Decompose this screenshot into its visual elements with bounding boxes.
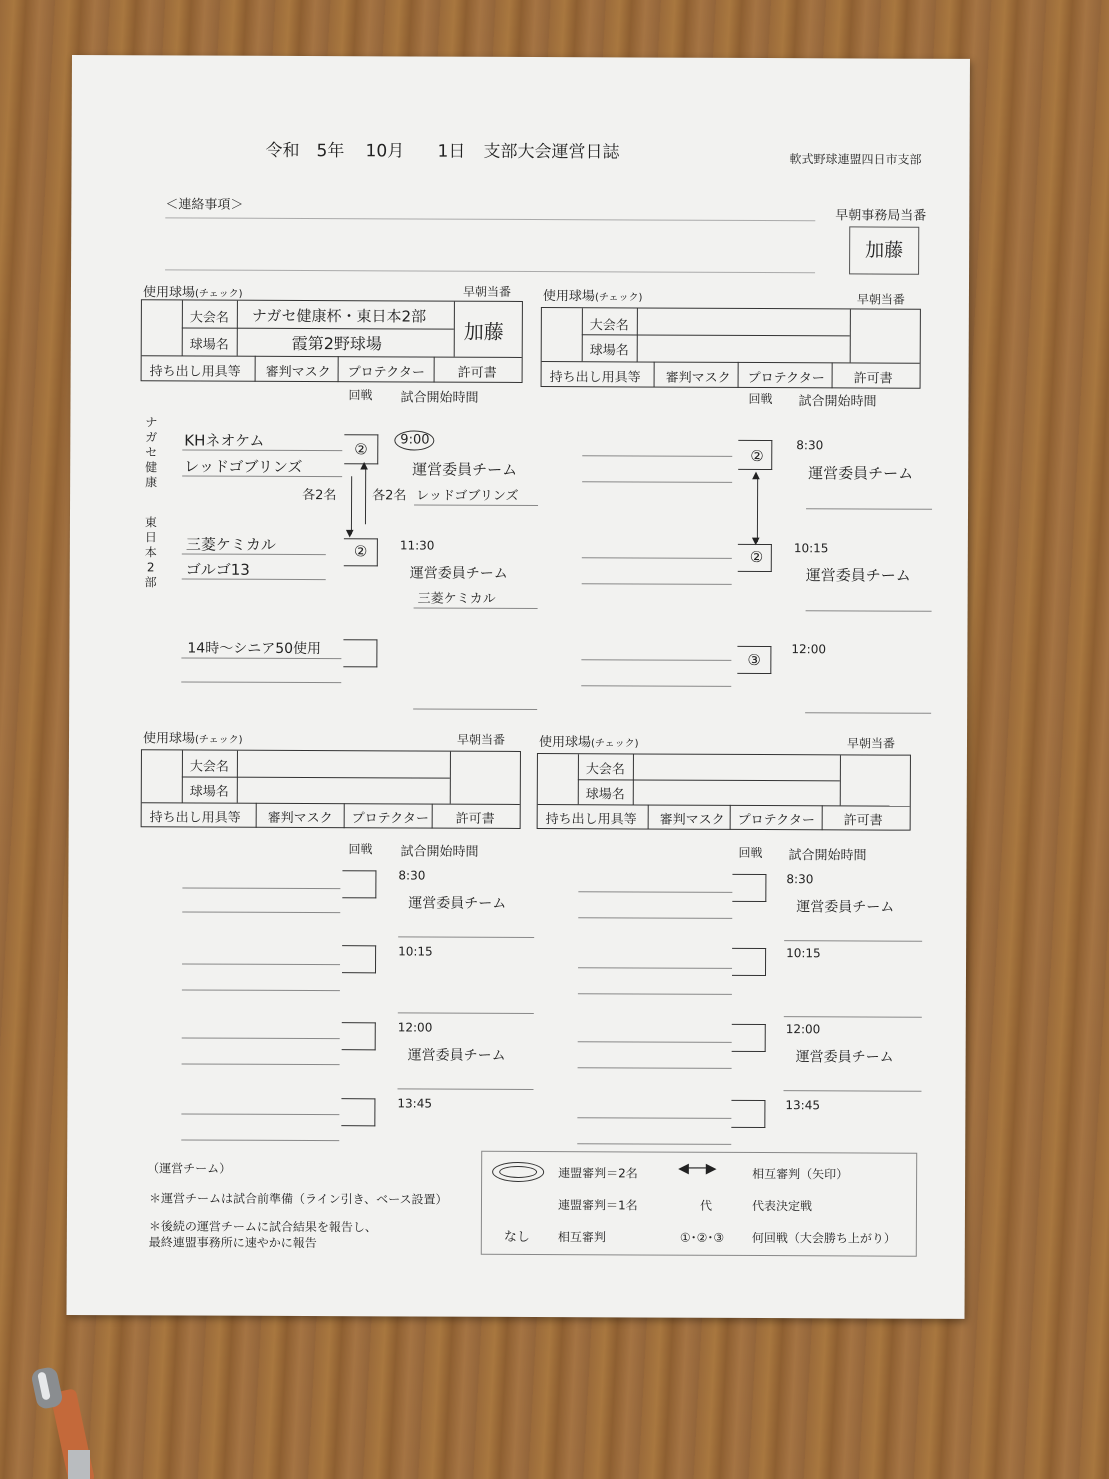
- double-arrow-icon: ◀──▶: [678, 1160, 717, 1177]
- morning-office-name: 加藤: [865, 239, 904, 262]
- p4-t2: 10:15: [786, 946, 821, 961]
- ops-note-1: ＊運営チームは試合前準備（ライン引き、ベース設置）: [148, 1191, 448, 1207]
- morning-office-box: [849, 226, 919, 274]
- p3-g4-bracket: [341, 1098, 375, 1126]
- p3-t2: 10:15: [398, 944, 433, 959]
- date-year: 令和 5年: [265, 140, 345, 162]
- mask-label: 審判マスク: [265, 364, 331, 381]
- round-label-2: 回戦: [748, 391, 773, 407]
- legend-1: 連盟審判＝1名: [557, 1198, 638, 1213]
- duty-label-2: 早朝当番: [856, 292, 905, 307]
- p4-g3-ops: 運営委員チーム: [795, 1049, 894, 1066]
- ops-note-2a: ＊後続の運営チームに試合結果を報告し、: [148, 1219, 377, 1235]
- venue-table-2: 大会名 球場名 持ち出し用具等 審判マスク プロテクター 許可書: [541, 307, 921, 389]
- g1-ops-sub: レッドゴブリンズ: [416, 488, 519, 504]
- venue-table-1: [141, 299, 523, 383]
- legend-round-key: ①･②･③: [679, 1230, 725, 1245]
- p4-g1-ops: 運営委員チーム: [796, 899, 895, 916]
- p2-g2-ops: 運営委員チーム: [805, 566, 911, 585]
- equip-label: 持ち出し用具等: [149, 364, 241, 380]
- p4-g3-bracket: [732, 1024, 766, 1052]
- p2-g3-round: ③: [747, 650, 761, 670]
- p3-g2-bracket: [342, 945, 376, 973]
- legend-2: 連盟審判＝2名: [558, 1166, 638, 1181]
- p4-g1-bracket: [732, 874, 766, 902]
- g2-ops-sub: 三菱ケミカル: [417, 591, 496, 607]
- start-time-label-3: 試合開始時間: [400, 844, 479, 860]
- tournament-name: ナガセ健康杯・東日本2部: [251, 306, 427, 326]
- g2-ops-team: 運営委員チーム: [409, 565, 508, 582]
- side-label-2: 東日本2部: [144, 515, 157, 590]
- p2-g3-time: 12:00: [791, 642, 827, 657]
- g2-team-b: ゴルゴ13: [185, 560, 250, 579]
- ops-title: （運営チーム）: [147, 1161, 232, 1176]
- legend-none: 相互審判: [557, 1230, 606, 1245]
- g1-team-a: KHネオケム: [184, 431, 265, 450]
- note-right: 各2名: [372, 488, 407, 504]
- oval-icon: [492, 1162, 544, 1182]
- p3-t3: 12:00: [397, 1020, 433, 1035]
- p4-t1: 8:30: [786, 872, 814, 887]
- notes-line-1: [165, 217, 815, 221]
- permit-label: 許可書: [457, 365, 497, 381]
- venue-check-label-4: 使用球場(チェック): [538, 735, 639, 751]
- g3-bracket: [343, 639, 377, 667]
- g3-note: 14時～シニア50使用: [187, 640, 322, 658]
- legend-arrow: 相互審判（矢印）: [752, 1166, 849, 1182]
- legend-dai-key: 代: [699, 1198, 713, 1213]
- p3-t4: 13:45: [397, 1096, 433, 1111]
- duty-label: 早朝当番: [462, 284, 512, 299]
- mutual-arrow-up: [365, 466, 366, 524]
- g1-round: ②: [354, 440, 368, 459]
- g1-time: 9:00: [400, 432, 430, 448]
- venue-check-label-2: 使用球場(チェック): [542, 289, 643, 305]
- round-label-3: 回戦: [348, 842, 373, 857]
- document-sheet: 令和 5年 10月 1日 支部大会運営日誌 軟式野球連盟四日市支部 ＜連絡事項＞ 早朝事務局当番 加藤 使用球場(チェック) 早朝当番 大会名 球場名 ナガセ健康杯・東日本2部 霞第2野球場 加藤 持ち出し用具等 審判マスク プロテクター 許可書 回戦 試合開始時間 ナガセ健康 東日本2部 KHネオケム レッドゴブリンズ ② 9:00 運営委員チーム 各2名 各2名 レッドゴブリンズ ▼ ▲ 三菱ケミカル ゴルゴ13 ② 11:30 運営委員チーム 三菱ケミカル 14時～シニア50使用 使用球場(チェック) 早朝当番 大会名 球場名 持ち出し用具等 審判マスク プロテクター 許可書 回戦 試合開始時間 ② 8:30 運営委員チーム ▲ ▼ ② 10:15 運営委員チーム ③ 12:00 使用球場(チェック) 早朝当番 大会名 球場名 持ち出し用具等 審判マスク プロテクター 許可書 回戦 試合開始時間 8:30 運営委員チーム 10:15 12:00 運営委員チーム 13:45 使用球場(チェック) 早朝当番 大会名 球場名 持ち出し用具等 審判マスク プロテクター 許可書 回戦 試合開始時間 8:30 運営委員チーム 10:15 12:00 運営委員チーム 13:45 （運営チーム） ＊運営チームは試合前準備（ライン引き、ベース設置） ＊後続の運営チームに試合結果を報告し、 最終連盟事務所に速やかに報告 連盟審判＝2名 ◀──▶ 相互審判（矢印） 連盟審判＝1名 代 代表決定戦 なし 相互審判 ①･②･③ 何回戦（大会勝ち上がり）: [67, 55, 970, 1319]
- g2-team-a: 三菱ケミカル: [185, 535, 276, 554]
- mutual-arrow-down: [351, 476, 352, 534]
- start-time-label-4: 試合開始時間: [788, 848, 867, 864]
- duty-name: 加藤: [463, 319, 504, 344]
- p2-g1-ops: 運営委員チーム: [808, 464, 914, 483]
- p3-t1: 8:30: [398, 868, 426, 883]
- venue-table-3: 大会名 球場名 持ち出し用具等 審判マスク プロテクター 許可書: [141, 749, 521, 829]
- venue-check-label: 使用球場(チェック): [142, 285, 243, 301]
- start-time-label-2: 試合開始時間: [798, 394, 877, 410]
- p2-g1-time: 8:30: [796, 438, 824, 453]
- page-title: 支部大会運営日誌: [483, 141, 620, 163]
- round-label-4: 回戦: [738, 845, 763, 861]
- date-day: 1日: [437, 141, 466, 162]
- p2-g1-round: ②: [750, 446, 764, 466]
- duty-label-3: 早朝当番: [456, 732, 506, 747]
- p2-g2-round: ②: [749, 547, 764, 567]
- g1-team-b: レッドゴブリンズ: [184, 457, 303, 477]
- ops-note-2b: 最終連盟事務所に速やかに報告: [148, 1235, 317, 1251]
- tournament-label: 大会名: [189, 310, 229, 326]
- venue-table-4: 大会名 球場名 持ち出し用具等 審判マスク プロテクター 許可書: [537, 753, 911, 831]
- side-label-1: ナガセ健康: [145, 415, 158, 490]
- p3-g3-ops: 運営委員チーム: [407, 1047, 506, 1064]
- p3-g1-ops: 運営委員チーム: [408, 895, 507, 912]
- p2-g2-time: 10:15: [793, 541, 829, 556]
- field-label: 球場名: [189, 337, 229, 353]
- p4-g2-bracket: [732, 948, 766, 976]
- note-left: 各2名: [302, 488, 337, 504]
- duty-label-4: 早朝当番: [846, 736, 896, 751]
- legend-dai: 代表決定戦: [751, 1198, 813, 1214]
- p4-t4: 13:45: [785, 1098, 821, 1113]
- legend-round: 何回戦（大会勝ち上がり）: [751, 1230, 896, 1246]
- g1-ops-team: 運営委員チーム: [412, 460, 518, 479]
- date-month: 10月: [365, 141, 405, 162]
- protector-label: プロテクター: [347, 365, 425, 381]
- p3-g1-bracket: [342, 870, 376, 898]
- legend-none-key: なし: [503, 1229, 530, 1246]
- venue-check-label-3: 使用球場(チェック): [142, 731, 243, 747]
- legend-box: [481, 1151, 917, 1257]
- g2-round: ②: [353, 542, 368, 561]
- notes-line-2: [165, 269, 815, 273]
- field-name: 霞第2野球場: [291, 333, 382, 354]
- pen-image: [28, 1360, 98, 1479]
- p4-g4-bracket: [731, 1100, 765, 1128]
- organization-name: 軟式野球連盟四日市支部: [789, 152, 922, 167]
- g2-time: 11:30: [399, 538, 435, 553]
- start-time-label: 試合開始時間: [400, 390, 479, 406]
- p3-g3-bracket: [342, 1022, 376, 1050]
- morning-office-label: 早朝事務局当番: [835, 208, 927, 224]
- round-label: 回戦: [348, 388, 373, 403]
- notes-label: ＜連絡事項＞: [165, 197, 244, 213]
- p2-mutual-arrow: [757, 476, 758, 542]
- p4-t3: 12:00: [785, 1022, 821, 1037]
